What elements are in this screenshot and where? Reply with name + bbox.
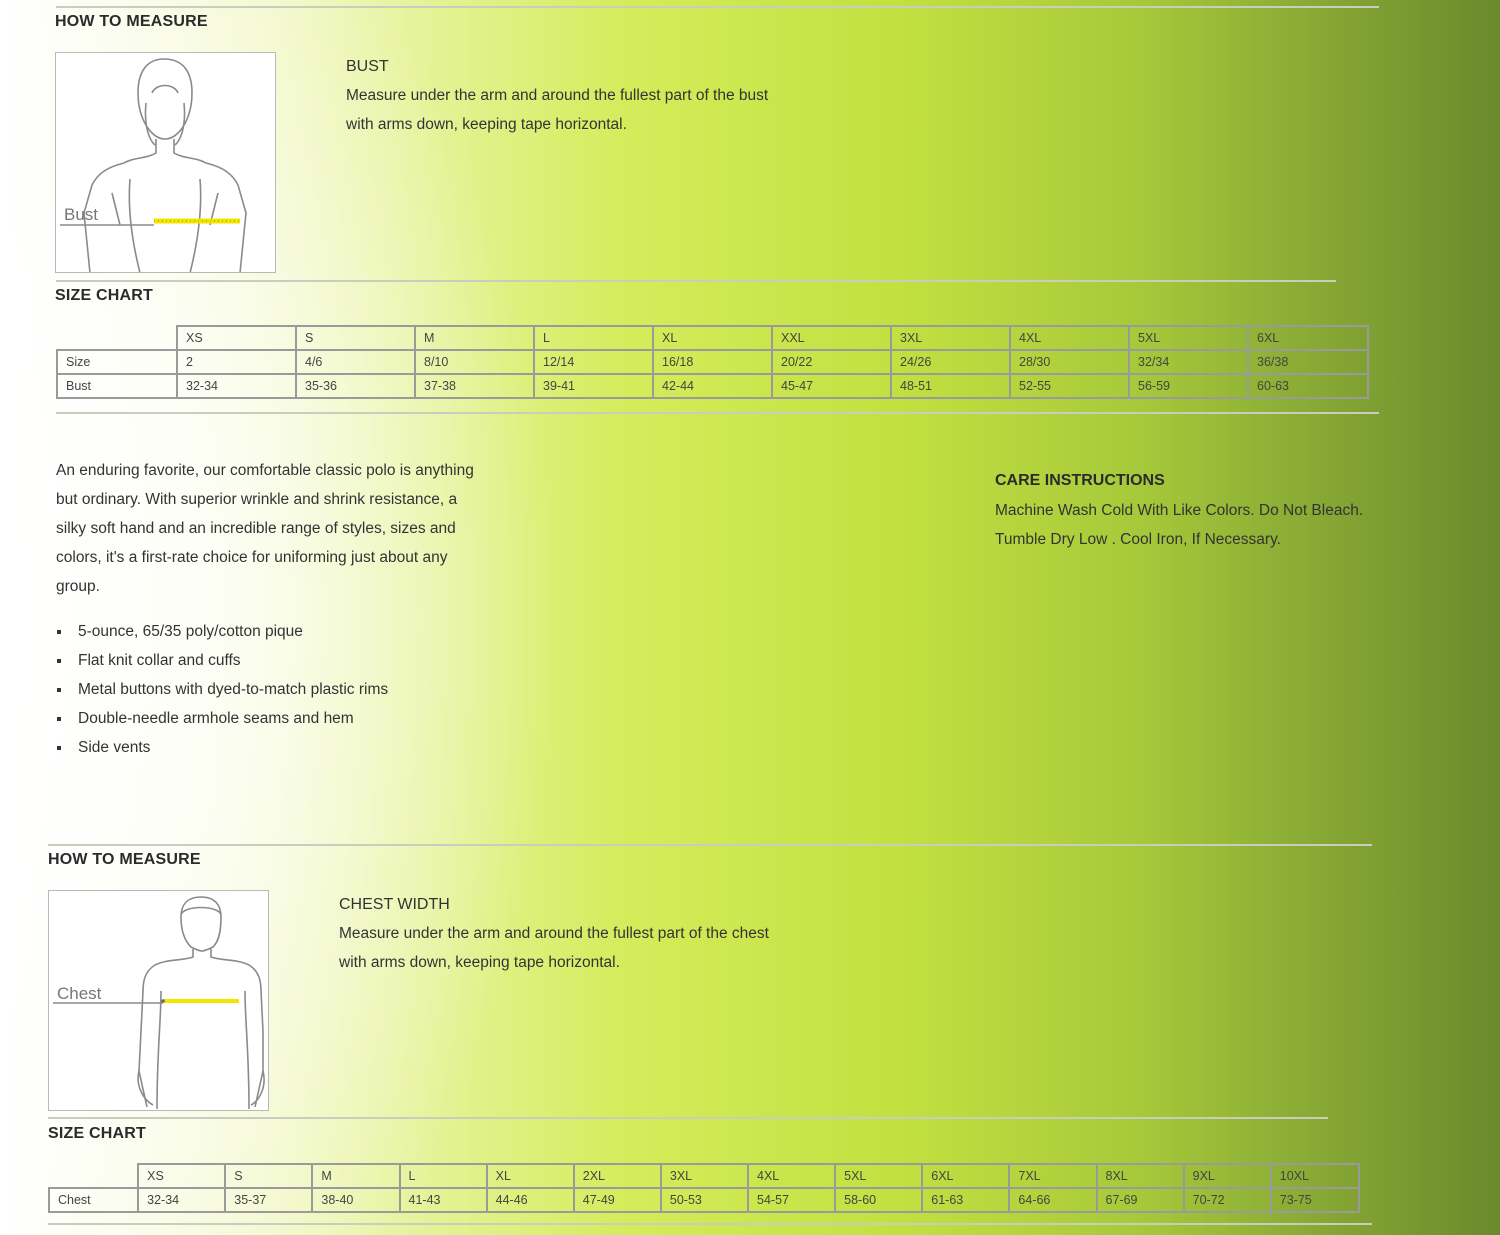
size-chart-heading: SIZE CHART xyxy=(55,287,153,304)
size-header-6xl: 6XL xyxy=(922,1164,1009,1188)
table-cell: 4/6 xyxy=(296,350,415,374)
size-header-2xl: 2XL xyxy=(574,1164,661,1188)
care-line-2: Tumble Dry Low . Cool Iron, If Necessary. xyxy=(995,531,1281,548)
bottom-divider xyxy=(48,1223,1372,1225)
table-cell: 35-37 xyxy=(225,1188,312,1212)
table-corner xyxy=(57,326,177,350)
table-header-row xyxy=(49,1164,1359,1188)
divider xyxy=(56,280,1336,282)
table-cell: 67-69 xyxy=(1097,1188,1184,1212)
table-cell: 12/14 xyxy=(534,350,653,374)
table-row xyxy=(49,1188,1359,1212)
table-cell: 2 xyxy=(177,350,296,374)
table-cell: 41-43 xyxy=(400,1188,487,1212)
list-item: Metal buttons with dyed-to-match plastic rims xyxy=(56,675,388,704)
woman-silhouette-icon xyxy=(56,53,275,272)
table-cell: 44-46 xyxy=(487,1188,574,1212)
table-cell: 16/18 xyxy=(653,350,772,374)
divider xyxy=(56,412,1379,414)
measure-line-2: with arms down, keeping tape horizontal. xyxy=(339,954,620,971)
measure-title: BUST xyxy=(346,58,389,75)
table-cell: 70-72 xyxy=(1184,1188,1271,1212)
row-label: Chest xyxy=(49,1188,138,1212)
table-cell: 32/34 xyxy=(1129,350,1248,374)
how-to-measure-heading: HOW TO MEASURE xyxy=(48,851,201,868)
chest-figure xyxy=(48,890,269,1111)
table-cell: 32-34 xyxy=(138,1188,225,1212)
table-cell: 50-53 xyxy=(661,1188,748,1212)
table-cell: 56-59 xyxy=(1129,374,1248,398)
table-cell: 54-57 xyxy=(748,1188,835,1212)
top-divider xyxy=(56,6,1379,8)
table-cell: 38-40 xyxy=(312,1188,399,1212)
size-header-9xl: 9XL xyxy=(1184,1164,1271,1188)
table-cell: 35-36 xyxy=(296,374,415,398)
divider xyxy=(48,1117,1328,1119)
size-header-3xl: 3XL xyxy=(891,326,1010,350)
table-cell: 48-51 xyxy=(891,374,1010,398)
size-header-xl: XL xyxy=(653,326,772,350)
size-header-s: S xyxy=(225,1164,312,1188)
measure-line-1: Measure under the arm and around the fullest part of the chest xyxy=(339,925,769,942)
size-header-s: S xyxy=(296,326,415,350)
size-header-m: M xyxy=(312,1164,399,1188)
size-header-8xl: 8XL xyxy=(1097,1164,1184,1188)
figure-label: Chest xyxy=(57,984,102,1003)
measure-line-1: Measure under the arm and around the fullest part of the bust xyxy=(346,87,769,104)
table-cell: 39-41 xyxy=(534,374,653,398)
size-header-5xl: 5XL xyxy=(835,1164,922,1188)
table-cell: 73-75 xyxy=(1271,1188,1359,1212)
divider xyxy=(48,844,1372,846)
size-header-xl: XL xyxy=(487,1164,574,1188)
table-cell: 37-38 xyxy=(415,374,534,398)
table-cell: 42-44 xyxy=(653,374,772,398)
size-header-xs: XS xyxy=(138,1164,225,1188)
table-row xyxy=(57,374,1368,398)
table-cell: 32-34 xyxy=(177,374,296,398)
row-label: Bust xyxy=(57,374,177,398)
size-header-3xl: 3XL xyxy=(661,1164,748,1188)
size-chart-heading: SIZE CHART xyxy=(48,1125,146,1142)
table-cell: 64-66 xyxy=(1009,1188,1096,1212)
size-header-7xl: 7XL xyxy=(1009,1164,1096,1188)
description-line: colors, it's a first-rate choice for uniforming just about any xyxy=(56,549,448,566)
size-header-10xl: 10XL xyxy=(1271,1164,1359,1188)
list-item: Flat knit collar and cuffs xyxy=(56,646,388,675)
size-header-m: M xyxy=(415,326,534,350)
table-row xyxy=(57,350,1368,374)
size-header-l: L xyxy=(400,1164,487,1188)
measure-title: CHEST WIDTH xyxy=(339,896,450,913)
bust-figure xyxy=(55,52,276,273)
description-line: but ordinary. With superior wrinkle and shrink resistance, a xyxy=(56,491,458,508)
table-cell: 52-55 xyxy=(1010,374,1129,398)
size-header-xs: XS xyxy=(177,326,296,350)
list-item: Side vents xyxy=(56,733,388,762)
table-cell: 20/22 xyxy=(772,350,891,374)
list-item: 5-ounce, 65/35 poly/cotton pique xyxy=(56,617,388,646)
table-cell: 60-63 xyxy=(1248,374,1368,398)
table-cell: 36/38 xyxy=(1248,350,1368,374)
figure-label: Bust xyxy=(64,205,99,224)
table-cell: 24/26 xyxy=(891,350,1010,374)
feature-list xyxy=(56,617,388,762)
description-line: silky soft hand and an incredible range of styles, sizes and xyxy=(56,520,456,537)
how-to-measure-heading: HOW TO MEASURE xyxy=(55,13,208,30)
care-line-1: Machine Wash Cold With Like Colors. Do Not Bleach. xyxy=(995,502,1364,519)
product-description xyxy=(56,456,496,601)
size-chart-table xyxy=(56,325,1369,399)
size-header-xxl: XXL xyxy=(772,326,891,350)
size-header-4xl: 4XL xyxy=(1010,326,1129,350)
table-cell: 47-49 xyxy=(574,1188,661,1212)
size-header-5xl: 5XL xyxy=(1129,326,1248,350)
description-line: group. xyxy=(56,578,100,595)
size-header-l: L xyxy=(534,326,653,350)
table-cell: 61-63 xyxy=(922,1188,1009,1212)
table-cell: 8/10 xyxy=(415,350,534,374)
measure-line-2: with arms down, keeping tape horizontal. xyxy=(346,116,627,133)
table-cell: 58-60 xyxy=(835,1188,922,1212)
table-corner xyxy=(49,1164,138,1188)
size-chart-table xyxy=(48,1163,1360,1213)
list-item: Double-needle armhole seams and hem xyxy=(56,704,388,733)
table-cell: 45-47 xyxy=(772,374,891,398)
care-instructions-heading: CARE INSTRUCTIONS xyxy=(995,472,1165,489)
size-header-6xl: 6XL xyxy=(1248,326,1368,350)
row-label: Size xyxy=(57,350,177,374)
description-line: An enduring favorite, our comfortable classic polo is anything xyxy=(56,462,474,479)
size-header-4xl: 4XL xyxy=(748,1164,835,1188)
table-header-row xyxy=(57,326,1368,350)
table-cell: 28/30 xyxy=(1010,350,1129,374)
